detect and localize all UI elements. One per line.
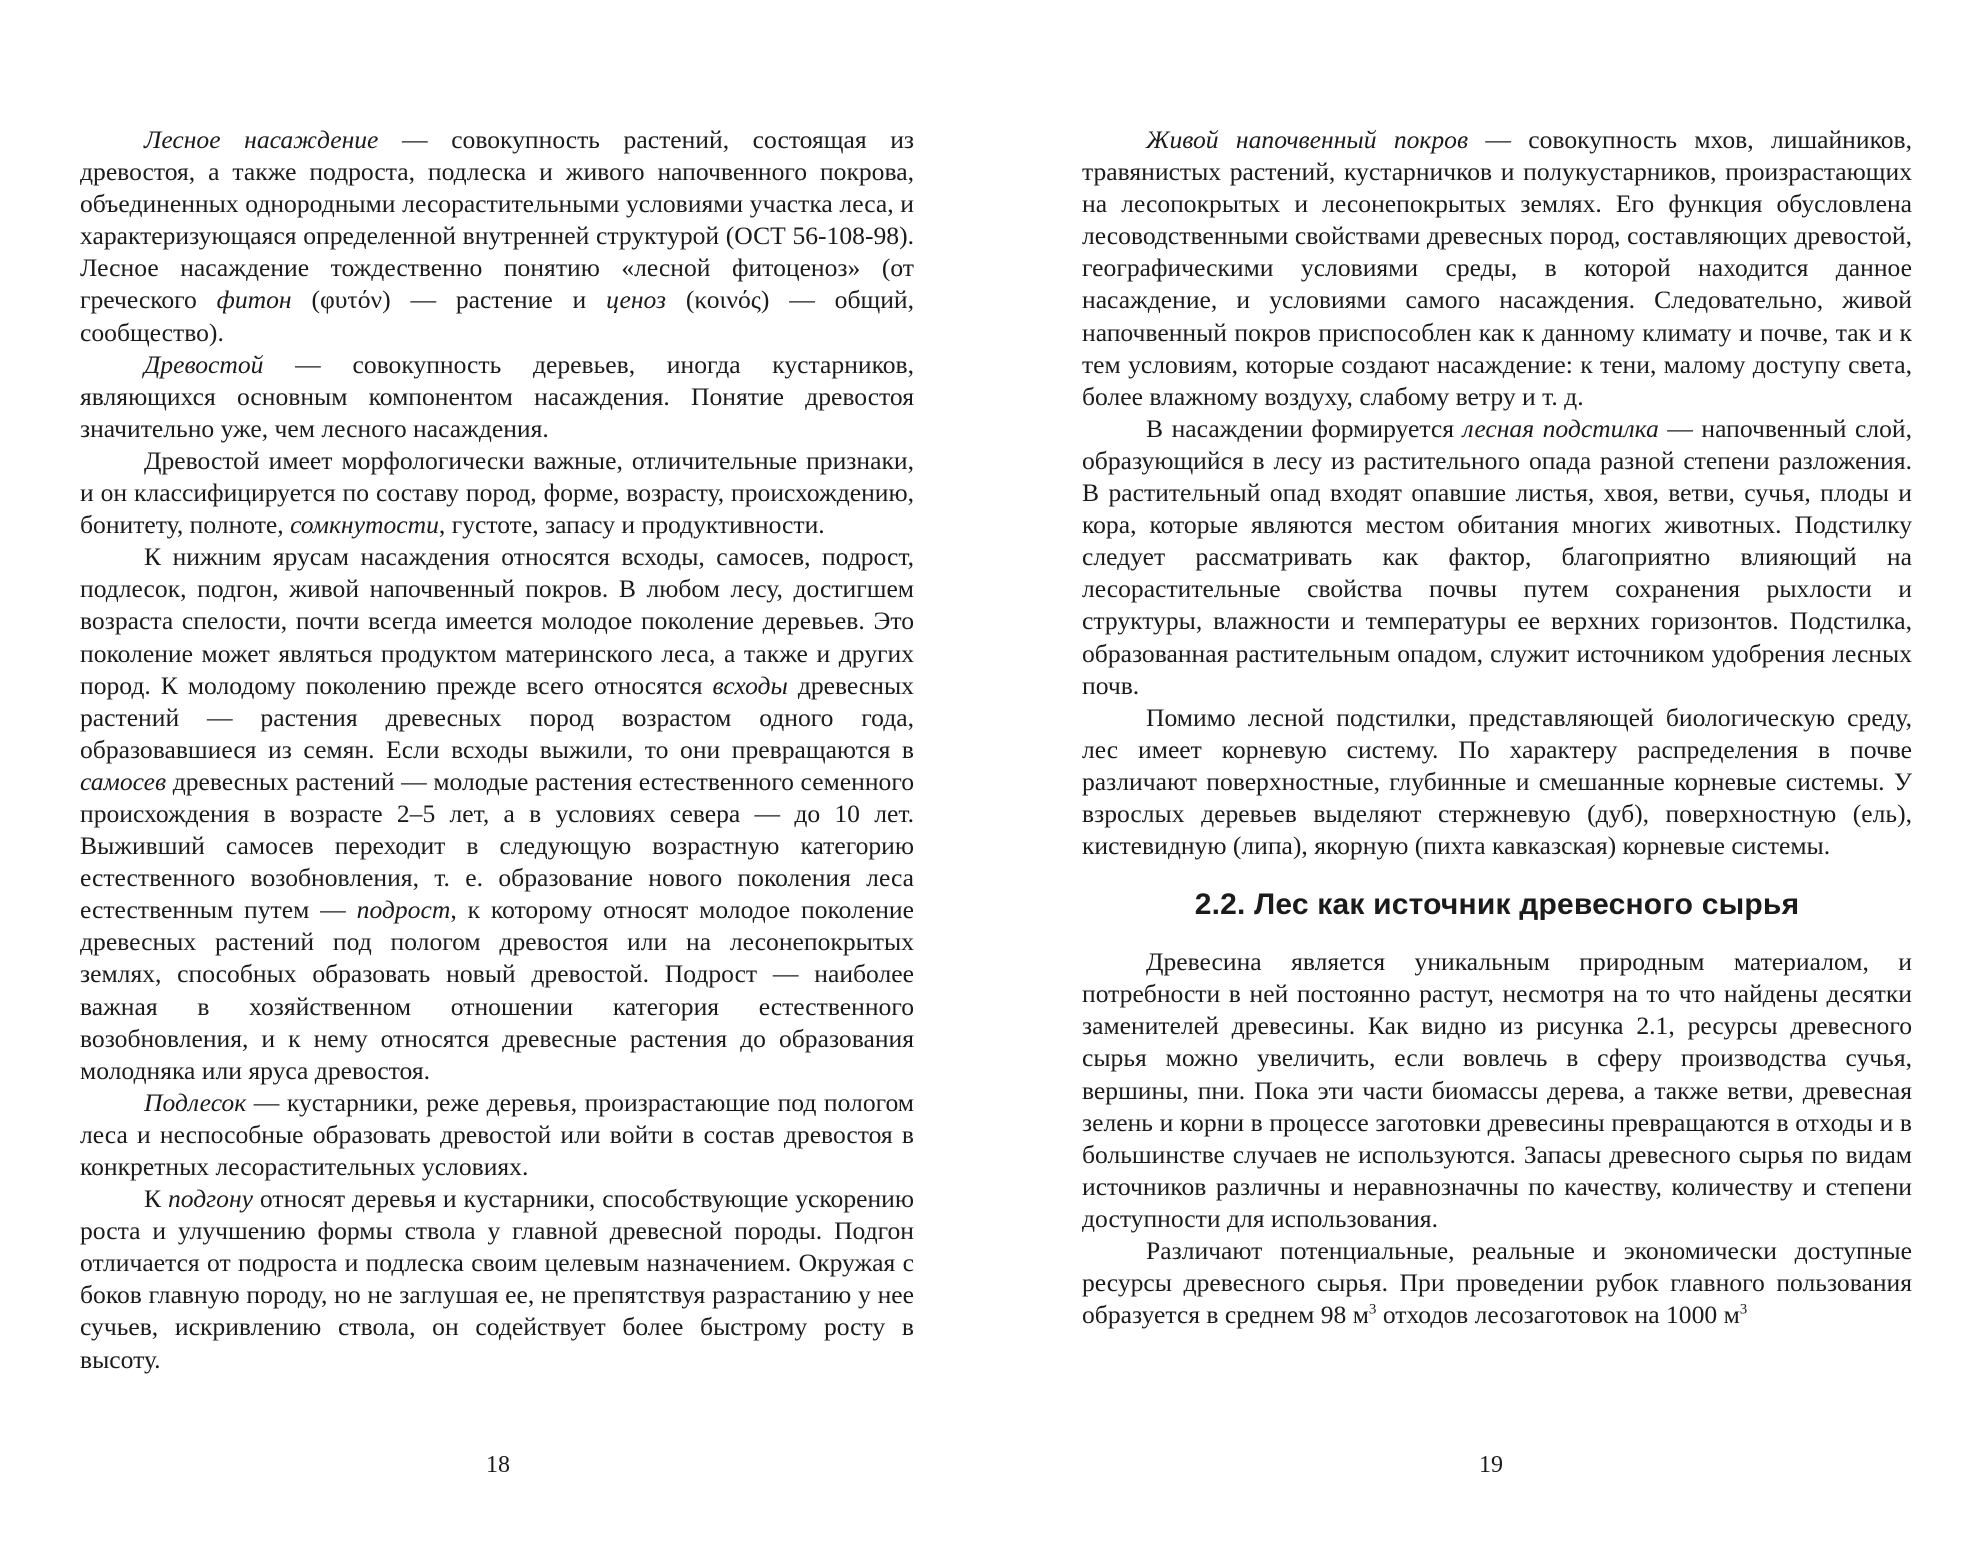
paragraph-root-system: Помимо лесной подстилки, представляющей биологическую среду, лес имеет корневую систему. По характеру распределения в почве различают поверхностные, глубинные и смешанные корневые системы. У взрослых деревьев выделяют стержневую (дуб), поверхностную (ель), кистевидную (липа), якорную (пихта кавказская) корневые системы. bbox=[1082, 702, 1912, 861]
left-page-text bbox=[80, 124, 914, 1376]
left-page bbox=[80, 124, 914, 1376]
paragraph-wood-resources: Древесина является уникальным природным материалом, и потребности в ней постоянно растут, несмотря на то что найдены десятки заменителей древесины. Как видно из рисунка 2.1, ресурсы древесного сырья можно увеличить, если вовлечь в сферу производства сучья, вершины, пни. Пока эти части биомассы дерева, а также ветви, древесная зелень и корни в процессе заготовки древесины превращаются в отходы и в большинстве случаев не используются. Запасы древесного сырья по видам источников различны и неравнозначны по качеству, количеству и степени доступности для использования. bbox=[1082, 947, 1912, 1233]
paragraph-forest-litter: В насаждении формируется лесная подстилка — напочвенный слой, образующийся в лесу из растительного опада разной степени разложения. В растительный опад входят опавшие листья, хвоя, ветви, сучья, плоды и кора, которые являются местом обитания многих животных. Подстилку следует рассматривать как фактор, благоприятно влияющий на лесорастительные свойства почвы путем сохранения рыхлости и структуры, влажности и температуры ее верхних горизонтов. Подстилка, образованная растительным опадом, служит источником удобрения лесных почв. bbox=[1082, 413, 1912, 700]
section-heading: 2.2. Лес как источник древесного сырья bbox=[1194, 888, 1800, 922]
paragraph-forest-stand: Лесное насаждение — совокупность растений, состоящая из древостоя, а также подроста, подлеска и живого напочвенного покрова, объединенных однородными лесорастительными условиями участка леса, и характеризующаяся определенной внутренней структурой (ОСТ 56-108-98). Лесное насаждение тождественно понятию «лесной фитоценоз» (от греческого фитон (φυτόν) — растение и ценоз (κοινός) — общий, сообщество). bbox=[80, 125, 914, 347]
term-drevostoi: Древостой bbox=[144, 349, 264, 379]
paragraph-podlesok: Подлесок — кустарники, реже деревья, произрастающие под пологом леса и неспособные образовать древостой или войти в состав древостоя в конкретных лесорастительных условиях. bbox=[80, 1087, 914, 1181]
page-number-left: 18 bbox=[486, 1452, 510, 1478]
paragraph-drevostoi-features: Древостой имеет морфологически важные, отличительные признаки, и он классифицируется по составу пород, форме, возрасту, происхождению, бонитету, полноте, сомкнутости, густоте, запасу и продуктивности. bbox=[80, 445, 914, 540]
right-page-text bbox=[1082, 124, 1912, 862]
right-page-text-continued bbox=[1082, 946, 1912, 1331]
paragraph-resource-types: Различают потенциальные, реальные и экономически доступные ресурсы древесного сырья. При проведении рубок главного пользования образуется в среднем 98 $м^3$ отходов лесозаготовок на 1000 $м^3$ bbox=[1082, 1236, 1912, 1330]
right-page bbox=[1082, 124, 1912, 1331]
term-ground-cover: Живой напочвенный покров bbox=[1146, 125, 1469, 154]
page-number-right: 19 bbox=[1479, 1452, 1503, 1478]
paragraph-podgon: К подгону относят деревья и кустарники, способствующие ускорению роста и улучшению формы ствола у главной древесной породы. Подгон отличается от подроста и подлеска своим целевым назначением. Окружая с боков главную породу, но не заглушая ее, не препятствуя разрастанию у нее сучьев, искривлению ствола, он содействует более быстрому росту в высоту. bbox=[80, 1184, 914, 1374]
paragraph-lower-tiers: К нижним ярусам насаждения относятся всходы, самосев, подрост, подлесок, подгон, живой напочвенный покров. В любом лесу, достигшем возраста спелости, почти всегда имеется молодое поколение деревьев. Это поколение может являться продуктом материнского леса, а также и других пород. К молодому поколению прежде всего относятся всходы древесных растений — растения древесных пород возрастом одного года, образовавшиеся из семян. Если всходы выжили, то они превращаются в самосев древесных растений — молодые растения естественного семенного происхождения в возрасте 2–5 лет, а в условиях севера — до 10 лет. Выживший самосев переходит в следующую возрастную категорию естественного возобновления, т. е. образование нового поколения леса естественным путем — подрост, к которому относят молодое поколение древесных растений под пологом древостоя или на лесонепокрытых землях, способных образовать новый древостой. Подрост — наиболее важная в хозяйственном отношении категория естественного возобновления, и к нему относятся древесные растения до образования молодняка или яруса древостоя. bbox=[80, 542, 914, 1085]
term-podlesok: Подлесок bbox=[144, 1087, 247, 1117]
term-forest-stand: Лесное насаждение bbox=[144, 125, 379, 154]
paragraph-drevostoi: Древостой — совокупность деревьев, иногда кустарников, являющихся основным компонентом насаждения. Понятие древостоя значительно уже, чем лесного насаждения. bbox=[80, 349, 914, 443]
paragraph-ground-cover: Живой напочвенный покров — совокупность мхов, лишайников, травянистых растений, кустарничков и полукустарников, произрастающих на лесопокрытых и лесонепокрытых землях. Его функция обусловлена лесоводственными свойствами древесных пород, составляющих древостой, географическими условиями среды, в которой находится данное насаждение, и условиями самого насаждения. Следовательно, живой напочвенный покров приспособлен как к данному климату и почве, так и к тем условиям, которые создают насаждение: к тени, малому доступу света, более влажному воздуху, слабому ветру и т. д. bbox=[1082, 125, 1912, 411]
